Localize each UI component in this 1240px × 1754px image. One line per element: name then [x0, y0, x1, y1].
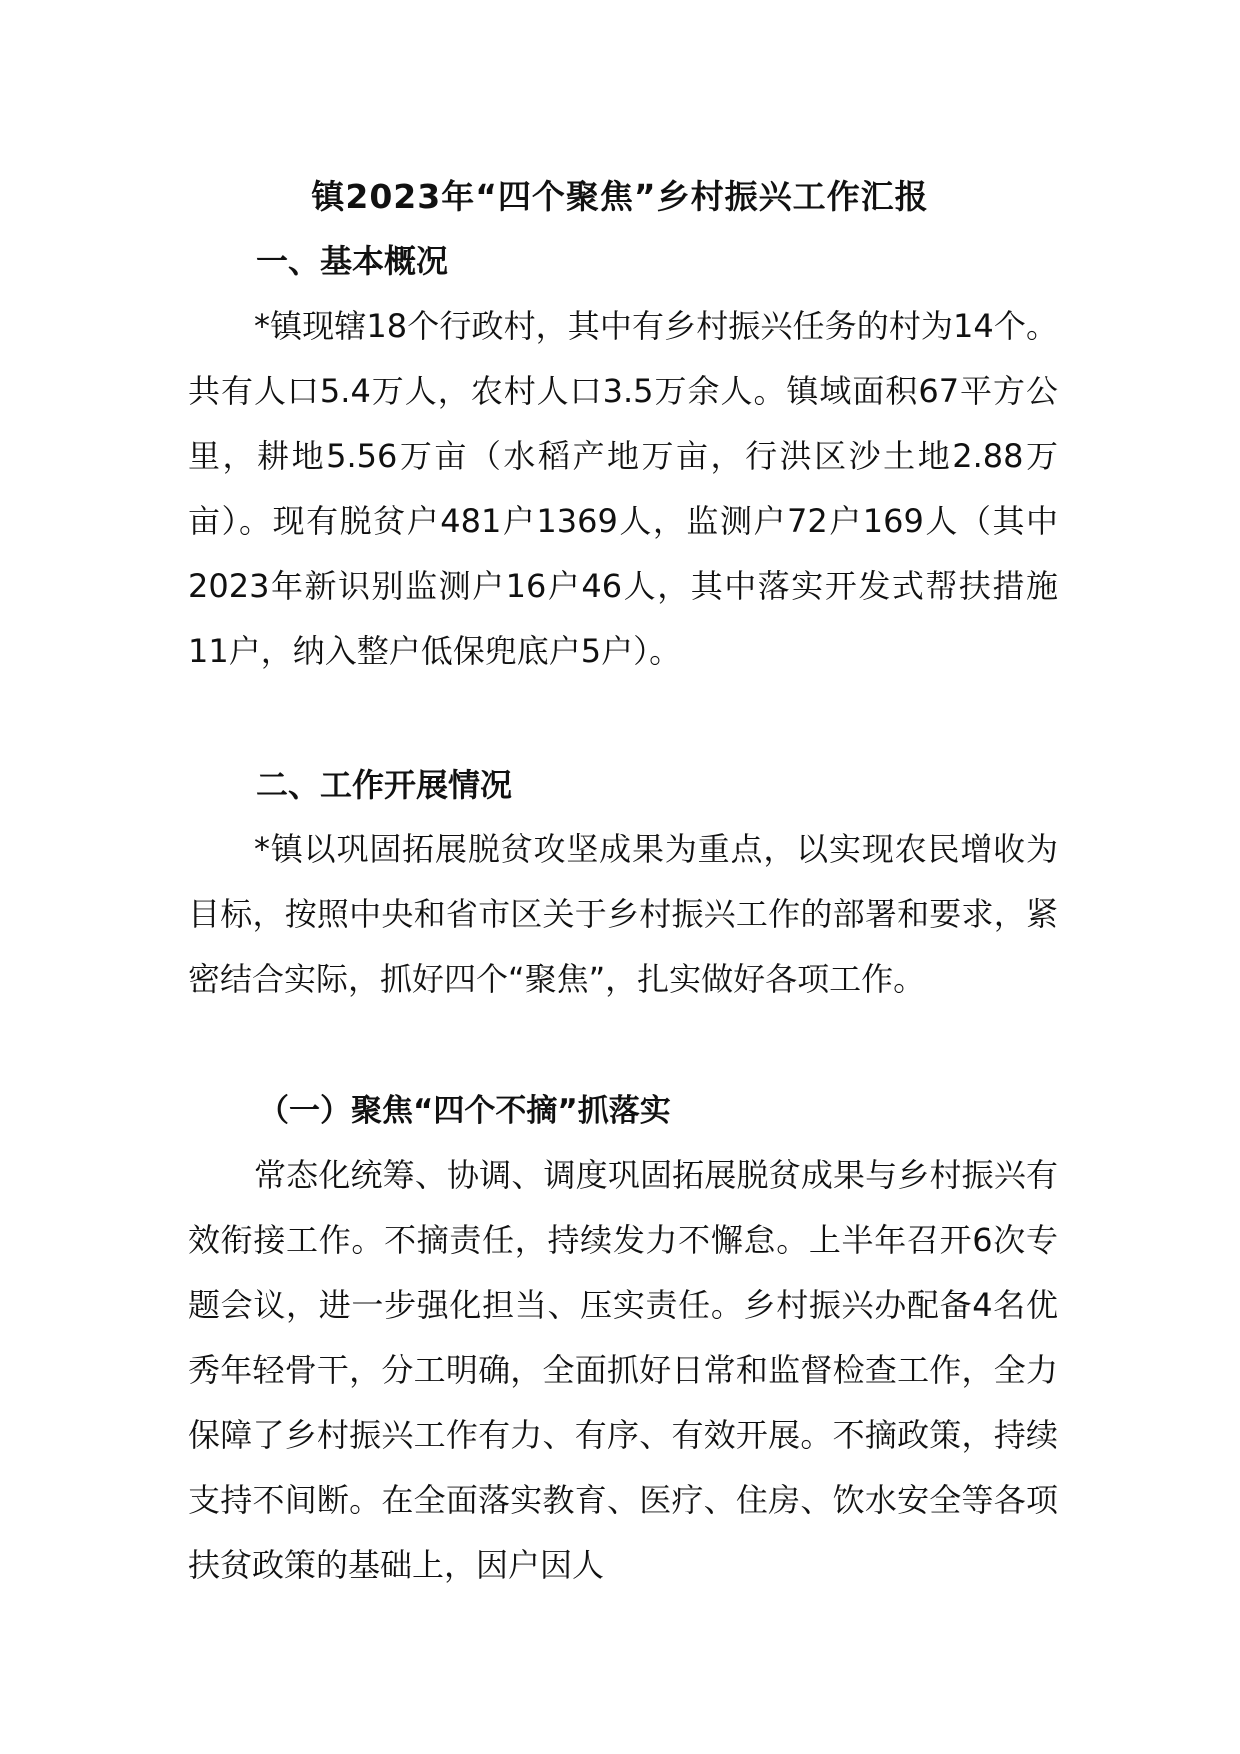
section-paragraph-work-progress: *镇以巩固拓展脱贫攻坚成果为重点，以实现农民增收为目标，按照中央和省市区关于乡村振兴工作的部署和要求，紧密结合实际，抓好四个“聚焦”，扎实做好各项工作。: [188, 830, 1058, 998]
section-heading-basic-overview: 一、基本概况: [256, 242, 449, 280]
section-paragraph-basic-overview: *镇现辖18个行政村，其中有乡村振兴任务的村为14个。共有人口5.4万人，农村人口3.5万余人。镇域面积67平方公里，耕地5.56万亩（水稻产地万亩，行洪区沙土地2.88万亩）。现有脱贫户481户1369人，监测户72户169人（其中2023年新识别监测户16户46人，其中落实开发式帮扶措施11户，纳入整户低保兜底户5户）。: [188, 307, 1058, 670]
subsection-paragraph-four-not-removed: 常态化统筹、协调、调度巩固拓展脱贫成果与乡村振兴有效衔接工作。不摘责任，持续发力不懈怠。上半年召开6次专题会议，进一步强化担当、压实责任。乡村振兴办配备4名优秀年轻骨干，分工明确，全面抓好日常和监督检查工作，全力保障了乡村振兴工作有力、有序、有效开展。不摘政策，持续支持不间断。在全面落实教育、医疗、住房、饮水安全等各项扶贫政策的基础上，因户因人: [188, 1156, 1058, 1584]
document-title: 镇2023年“四个聚焦”乡村振兴工作汇报: [311, 177, 929, 216]
subsection-heading-four-not-removed: （一）聚焦“四个不摘”抓落实: [258, 1093, 671, 1129]
section-heading-work-progress: 二、工作开展情况: [256, 766, 513, 804]
